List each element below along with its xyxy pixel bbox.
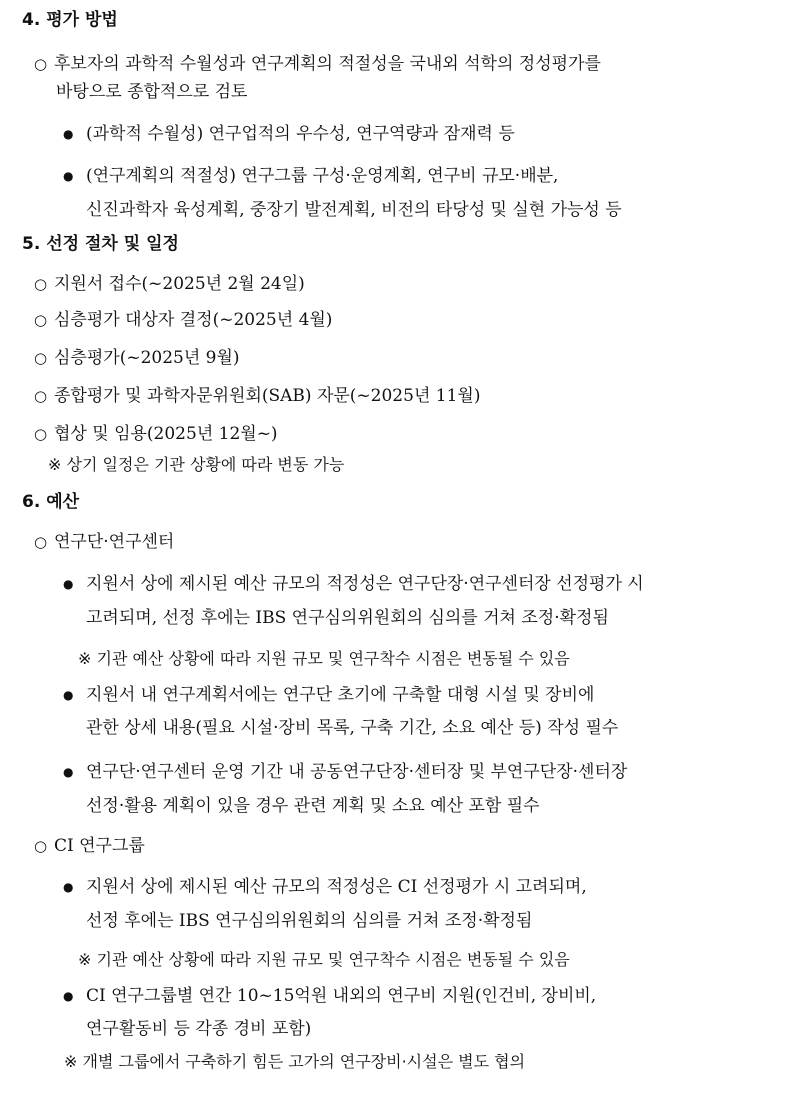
circle-bullet-icon: ○: [34, 349, 48, 367]
circle-bullet-icon: ○: [34, 837, 48, 855]
sec4-bullet1: (과학적 수월성) 연구업적의 우수성, 연구역량과 잠재력 등: [86, 124, 515, 144]
budget-b-bullet1-line2: 선정 후에는 IBS 연구심의위원회의 심의를 거쳐 조정·확정됨: [86, 911, 533, 931]
budget-research-unit-title: ○ 연구단·연구센터: [34, 532, 175, 552]
circle-bullet-icon: ○: [34, 425, 48, 443]
sec4-bullet2-line1: (연구계획의 적절성) 연구그룹 구성·운영계획, 연구비 규모·배분,: [86, 166, 559, 186]
sec4-item1-line2: 바탕으로 종합적으로 검토: [56, 82, 248, 102]
dot-bullet-icon: ●: [63, 169, 74, 183]
schedule-item-1: ○ 지원서 접수(~2025년 2월 24일): [34, 274, 305, 294]
schedule-item-2: ○ 심층평가 대상자 결정(~2025년 4월): [34, 310, 333, 330]
dot-bullet-icon: ●: [63, 688, 74, 702]
circle-bullet-icon: ○: [34, 311, 48, 329]
section-6-title: 6. 예산: [22, 492, 80, 512]
schedule-note: ※ 상기 일정은 기관 상황에 따라 변동 가능: [48, 455, 345, 474]
circle-bullet-icon: ○: [34, 275, 48, 293]
budget-b-bullet2-line1: CI 연구그룹별 연간 10~15억원 내외의 연구비 지원(인건비, 장비비,: [86, 986, 597, 1006]
sec4-bullet2-line2: 신진과학자 육성계획, 중장기 발전계획, 비전의 타당성 및 실현 가능성 등: [86, 200, 622, 220]
circle-bullet-icon: ○: [34, 55, 48, 73]
budget-a-bullet3-line1: 연구단·연구센터 운영 기간 내 공동연구단장·센터장 및 부연구단장·센터장: [86, 762, 628, 782]
dot-bullet-icon: ●: [63, 577, 74, 591]
schedule-item-5: ○ 협상 및 임용(2025년 12월~): [34, 424, 278, 444]
budget-a-bullet2-line2: 관한 상세 내용(필요 시설·장비 목록, 구축 기간, 소요 예산 등) 작성 필수: [86, 718, 619, 738]
circle-bullet-icon: ○: [34, 533, 48, 551]
section-4-title: 4. 평가 방법: [22, 10, 118, 30]
section-5-title: 5. 선정 절차 및 일정: [22, 234, 179, 254]
dot-bullet-icon: ●: [63, 127, 74, 141]
budget-b-bullet2-line2: 연구활동비 등 각종 경비 포함): [86, 1019, 312, 1039]
sec4-item1-line1: ○ 후보자의 과학적 수월성과 연구계획의 적절성을 국내외 석학의 정성평가를: [34, 54, 601, 74]
dot-bullet-icon: ●: [63, 880, 74, 894]
budget-a-bullet2-line1: 지원서 내 연구계획서에는 연구단 초기에 구축할 대형 시설 및 장비에: [86, 685, 595, 705]
schedule-item-3: ○ 심층평가(~2025년 9월): [34, 348, 240, 368]
budget-a-note: ※ 기관 예산 상황에 따라 지원 규모 및 연구착수 시점은 변동될 수 있음: [78, 649, 570, 668]
budget-a-bullet1-line2: 고려되며, 선정 후에는 IBS 연구심의위원회의 심의를 거쳐 조정·확정됨: [86, 608, 609, 628]
schedule-item-4: ○ 종합평가 및 과학자문위원회(SAB) 자문(~2025년 11월): [34, 386, 481, 406]
dot-bullet-icon: ●: [63, 765, 74, 779]
budget-b-note: ※ 기관 예산 상황에 따라 지원 규모 및 연구착수 시점은 변동될 수 있음: [78, 950, 570, 969]
budget-a-bullet1-line1: 지원서 상에 제시된 예산 규모의 적정성은 연구단장·연구센터장 선정평가 시: [86, 574, 644, 594]
budget-b-note2: ※ 개별 그룹에서 구축하기 힘든 고가의 연구장비·시설은 별도 협의: [64, 1052, 526, 1071]
budget-b-bullet1-line1: 지원서 상에 제시된 예산 규모의 적정성은 CI 선정평가 시 고려되며,: [86, 877, 587, 897]
circle-bullet-icon: ○: [34, 387, 48, 405]
dot-bullet-icon: ●: [63, 989, 74, 1003]
budget-a-bullet3-line2: 선정·활용 계획이 있을 경우 관련 계획 및 소요 예산 포함 필수: [86, 796, 540, 816]
budget-ci-group-title: ○ CI 연구그룹: [34, 836, 145, 856]
